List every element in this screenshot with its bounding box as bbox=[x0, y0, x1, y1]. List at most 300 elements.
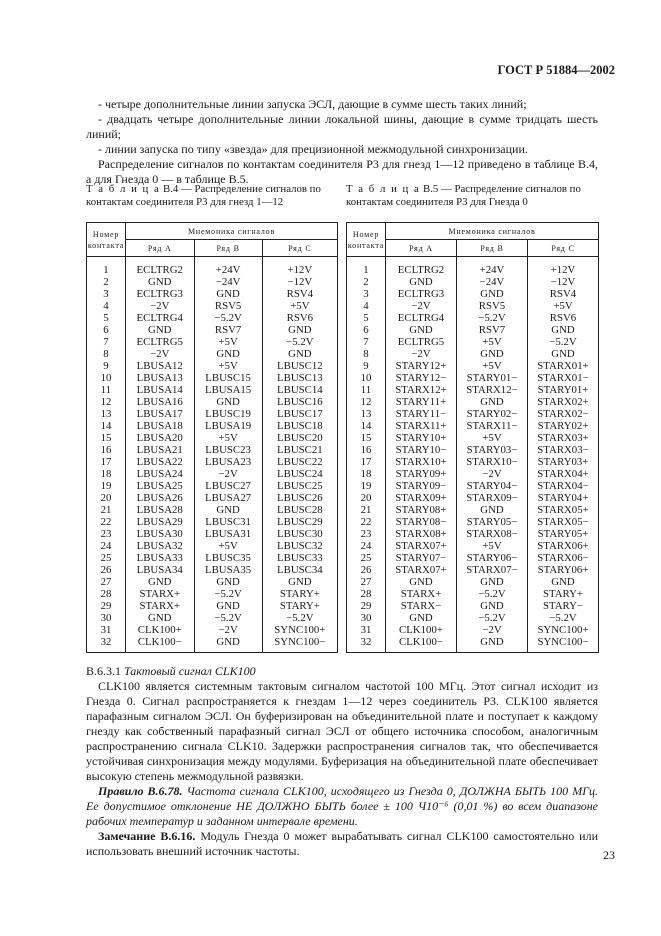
cell-row-c: LBUSC30 bbox=[262, 528, 337, 540]
cell-row-b: LBUSA23 bbox=[194, 456, 262, 468]
cell-row-a: STARX07+ bbox=[386, 564, 457, 576]
table-spacer-row bbox=[347, 257, 599, 265]
cell-row-b: −5.2V bbox=[194, 588, 262, 600]
cell-contact-number: 29 bbox=[87, 600, 126, 612]
table-row bbox=[87, 456, 338, 468]
cell-contact-number: 18 bbox=[347, 468, 386, 480]
cell-row-a: GND bbox=[386, 324, 457, 336]
table-row bbox=[87, 564, 338, 576]
cell-row-b: STARX12− bbox=[457, 384, 528, 396]
rule-label: Правило В.6.78. bbox=[98, 784, 183, 798]
section-title: Тактовый сигнал CLK100 bbox=[124, 664, 256, 678]
cell-row-b: +5V bbox=[194, 432, 262, 444]
cell-row-a: ECLTRG2 bbox=[386, 264, 457, 276]
cell-row-b: +5V bbox=[457, 432, 528, 444]
cell-row-b: STARX07− bbox=[457, 564, 528, 576]
cell-row-a: STARY08− bbox=[386, 516, 457, 528]
cell-row-c: LBUSC18 bbox=[262, 420, 337, 432]
cell-row-c: −12V bbox=[528, 276, 599, 288]
cell-row-b: GND bbox=[457, 348, 528, 360]
cell-contact-number: 6 bbox=[347, 324, 386, 336]
cell-contact-number: 2 bbox=[87, 276, 126, 288]
cell-contact-number: 26 bbox=[87, 564, 126, 576]
header-row-a: Ряд А bbox=[126, 240, 195, 257]
cell-contact-number: 17 bbox=[347, 456, 386, 468]
cell-row-b: RSV5 bbox=[194, 300, 262, 312]
cell-row-c: STARY+ bbox=[262, 600, 337, 612]
cell-contact-number: 32 bbox=[87, 636, 126, 653]
cell-row-b: +5V bbox=[194, 360, 262, 372]
cell-contact-number: 32 bbox=[347, 636, 386, 653]
cell-row-c: RSV4 bbox=[262, 288, 337, 300]
cell-row-a: LBUSA26 bbox=[126, 492, 195, 504]
caption-text: В.5 — Распределение сигналов по контактам соединителя Р3 для Гнезда 0 bbox=[346, 183, 581, 208]
cell-row-c: STARX06− bbox=[528, 552, 599, 564]
cell-row-b: +5V bbox=[457, 336, 528, 348]
cell-row-a: −2V bbox=[386, 300, 457, 312]
cell-row-a: LBUSA17 bbox=[126, 408, 195, 420]
table-row bbox=[347, 336, 599, 348]
cell-row-b: RSV7 bbox=[457, 324, 528, 336]
header-contact-number: Номер контакта bbox=[347, 223, 386, 257]
cell-row-c: −5.2V bbox=[528, 612, 599, 624]
cell-row-b: +24V bbox=[194, 264, 262, 276]
cell-row-a: GND bbox=[126, 324, 195, 336]
cell-row-c: LBUSC28 bbox=[262, 504, 337, 516]
cell-contact-number: 27 bbox=[87, 576, 126, 588]
table-row bbox=[87, 372, 338, 384]
cell-row-c: STARX03− bbox=[528, 444, 599, 456]
section-body bbox=[86, 664, 598, 859]
header-row-b: Ряд В bbox=[457, 240, 528, 257]
cell-row-b: GND bbox=[457, 636, 528, 653]
intro-line: - линии запуска по типу «звезда» для прецизионной межмодульной синхронизации. bbox=[98, 142, 528, 156]
table-row bbox=[347, 348, 599, 360]
cell-row-b: LBUSA27 bbox=[194, 492, 262, 504]
cell-row-b: LBUSC23 bbox=[194, 444, 262, 456]
cell-contact-number: 22 bbox=[87, 516, 126, 528]
cell-row-c: STARX01+ bbox=[528, 360, 599, 372]
cell-row-c: GND bbox=[528, 348, 599, 360]
cell-row-b: STARY03− bbox=[457, 444, 528, 456]
table-row bbox=[347, 600, 599, 612]
cell-contact-number: 18 bbox=[87, 468, 126, 480]
table-row bbox=[87, 528, 338, 540]
table-row bbox=[347, 468, 599, 480]
cell-contact-number: 4 bbox=[347, 300, 386, 312]
intro-line: - двадцать четыре дополнительные линии локальной шины, дающие в сумме тридцать шесть линий; bbox=[86, 112, 598, 141]
caption-label: Т а б л и ц а bbox=[346, 183, 421, 195]
table-row bbox=[87, 636, 338, 653]
cell-row-c: STARX02− bbox=[528, 408, 599, 420]
table-spacer-cell bbox=[194, 257, 262, 265]
cell-row-c: STARX05+ bbox=[528, 504, 599, 516]
cell-contact-number: 12 bbox=[347, 396, 386, 408]
table-row bbox=[87, 384, 338, 396]
cell-contact-number: 3 bbox=[87, 288, 126, 300]
cell-row-a: −2V bbox=[126, 348, 195, 360]
table-spacer-row bbox=[87, 257, 338, 265]
cell-row-b: STARY04− bbox=[457, 480, 528, 492]
cell-row-a: STARY07− bbox=[386, 552, 457, 564]
table-row bbox=[87, 552, 338, 564]
table-row bbox=[347, 612, 599, 624]
cell-row-a: GND bbox=[386, 276, 457, 288]
cell-row-b: GND bbox=[457, 576, 528, 588]
cell-contact-number: 14 bbox=[87, 420, 126, 432]
cell-row-c: LBUSC25 bbox=[262, 480, 337, 492]
table-row bbox=[87, 612, 338, 624]
cell-row-c: STARX02+ bbox=[528, 396, 599, 408]
table-row bbox=[347, 480, 599, 492]
cell-row-a: LBUSA28 bbox=[126, 504, 195, 516]
cell-contact-number: 28 bbox=[87, 588, 126, 600]
cell-row-a: STARY10− bbox=[386, 444, 457, 456]
cell-row-c: SYNC100− bbox=[528, 636, 599, 653]
cell-row-c: LBUSC26 bbox=[262, 492, 337, 504]
cell-row-a: ECLTRG2 bbox=[126, 264, 195, 276]
cell-contact-number: 31 bbox=[87, 624, 126, 636]
cell-row-b: −2V bbox=[457, 624, 528, 636]
cell-row-c: +5V bbox=[262, 300, 337, 312]
table-b4 bbox=[86, 222, 338, 653]
cell-row-c: −12V bbox=[262, 276, 337, 288]
table-row bbox=[347, 312, 599, 324]
cell-row-c: RSV4 bbox=[528, 288, 599, 300]
table-b5 bbox=[346, 222, 599, 653]
cell-row-a: CLK100− bbox=[126, 636, 195, 653]
table-row bbox=[87, 504, 338, 516]
cell-row-c: STARY+ bbox=[262, 588, 337, 600]
cell-row-a: LBUSA25 bbox=[126, 480, 195, 492]
cell-row-a: LBUSA32 bbox=[126, 540, 195, 552]
cell-contact-number: 13 bbox=[347, 408, 386, 420]
cell-row-a: CLK100− bbox=[386, 636, 457, 653]
cell-row-a: LBUSA16 bbox=[126, 396, 195, 408]
table-row bbox=[347, 564, 599, 576]
page-number: 23 bbox=[603, 848, 615, 862]
cell-row-b: STARY02− bbox=[457, 408, 528, 420]
table-spacer-cell bbox=[528, 257, 599, 265]
cell-row-c: LBUSC13 bbox=[262, 372, 337, 384]
cell-contact-number: 30 bbox=[87, 612, 126, 624]
header-row-c: Ряд С bbox=[528, 240, 599, 257]
cell-contact-number: 25 bbox=[347, 552, 386, 564]
cell-row-a: STARY11+ bbox=[386, 396, 457, 408]
table-row bbox=[347, 540, 599, 552]
cell-contact-number: 31 bbox=[347, 624, 386, 636]
cell-row-c: STARX01− bbox=[528, 372, 599, 384]
cell-row-b: LBUSC31 bbox=[194, 516, 262, 528]
cell-row-c: GND bbox=[528, 576, 599, 588]
table-row bbox=[87, 432, 338, 444]
cell-row-b: GND bbox=[457, 288, 528, 300]
table-row bbox=[347, 384, 599, 396]
cell-row-b: LBUSA19 bbox=[194, 420, 262, 432]
table-spacer-cell bbox=[347, 257, 386, 265]
cell-row-a: STARX12+ bbox=[386, 384, 457, 396]
cell-row-b: STARX09− bbox=[457, 492, 528, 504]
cell-row-a: ECLTRG3 bbox=[126, 288, 195, 300]
cell-row-a: LBUSA18 bbox=[126, 420, 195, 432]
cell-row-c: STARY06+ bbox=[528, 564, 599, 576]
table-row bbox=[347, 432, 599, 444]
cell-row-c: GND bbox=[262, 576, 337, 588]
cell-contact-number: 21 bbox=[87, 504, 126, 516]
table-row bbox=[347, 624, 599, 636]
table-row bbox=[87, 396, 338, 408]
cell-contact-number: 5 bbox=[87, 312, 126, 324]
cell-row-a: STARX+ bbox=[126, 600, 195, 612]
cell-row-c: LBUSC29 bbox=[262, 516, 337, 528]
cell-row-a: GND bbox=[386, 576, 457, 588]
cell-contact-number: 24 bbox=[87, 540, 126, 552]
cell-row-a: STARY12+ bbox=[386, 360, 457, 372]
cell-row-a: CLK100+ bbox=[126, 624, 195, 636]
cell-row-a: ECLTRG3 bbox=[386, 288, 457, 300]
table-row bbox=[87, 480, 338, 492]
cell-row-b: GND bbox=[194, 288, 262, 300]
cell-contact-number: 28 bbox=[347, 588, 386, 600]
table-row bbox=[347, 276, 599, 288]
table-row bbox=[347, 456, 599, 468]
cell-contact-number: 22 bbox=[347, 516, 386, 528]
cell-contact-number: 16 bbox=[347, 444, 386, 456]
table-row bbox=[87, 444, 338, 456]
cell-row-b: −24V bbox=[457, 276, 528, 288]
table-row bbox=[347, 360, 599, 372]
table-spacer-cell bbox=[457, 257, 528, 265]
table-row bbox=[347, 324, 599, 336]
cell-row-a: LBUSA20 bbox=[126, 432, 195, 444]
cell-contact-number: 17 bbox=[87, 456, 126, 468]
header-contact-number: Номер контакта bbox=[87, 223, 126, 257]
cell-row-c: STARY+ bbox=[528, 588, 599, 600]
cell-row-b: LBUSA35 bbox=[194, 564, 262, 576]
table-row bbox=[347, 552, 599, 564]
cell-row-b: −5.2V bbox=[194, 312, 262, 324]
cell-row-a: GND bbox=[126, 276, 195, 288]
cell-row-a: ECLTRG5 bbox=[386, 336, 457, 348]
cell-row-b: GND bbox=[457, 504, 528, 516]
table-row bbox=[87, 492, 338, 504]
cell-row-b: LBUSA15 bbox=[194, 384, 262, 396]
cell-row-a: GND bbox=[126, 612, 195, 624]
table-row bbox=[87, 312, 338, 324]
cell-row-c: LBUSC33 bbox=[262, 552, 337, 564]
cell-row-a: LBUSA12 bbox=[126, 360, 195, 372]
cell-row-a: LBUSA13 bbox=[126, 372, 195, 384]
cell-contact-number: 2 bbox=[347, 276, 386, 288]
table-row bbox=[347, 492, 599, 504]
table-row bbox=[347, 504, 599, 516]
cell-contact-number: 7 bbox=[347, 336, 386, 348]
table-b4-caption bbox=[86, 183, 338, 209]
header-signal-group: Мнемоника сигналов bbox=[126, 223, 338, 240]
table-row bbox=[87, 360, 338, 372]
cell-row-b: −2V bbox=[457, 468, 528, 480]
cell-row-c: −5.2V bbox=[262, 336, 337, 348]
cell-row-a: LBUSA14 bbox=[126, 384, 195, 396]
cell-row-c: STARY03+ bbox=[528, 456, 599, 468]
table-spacer-cell bbox=[126, 257, 195, 265]
table-row bbox=[87, 264, 338, 276]
header-row-a: Ряд А bbox=[386, 240, 457, 257]
table-row bbox=[87, 336, 338, 348]
cell-row-b: −5.2V bbox=[457, 588, 528, 600]
cell-row-b: −2V bbox=[194, 624, 262, 636]
cell-row-c: +12V bbox=[262, 264, 337, 276]
cell-row-b: GND bbox=[194, 636, 262, 653]
cell-row-b: −2V bbox=[194, 468, 262, 480]
table-spacer-cell bbox=[87, 257, 126, 265]
cell-row-a: STARX+ bbox=[126, 588, 195, 600]
cell-row-c: LBUSC34 bbox=[262, 564, 337, 576]
cell-row-b: −5.2V bbox=[194, 612, 262, 624]
table-row bbox=[87, 468, 338, 480]
cell-contact-number: 8 bbox=[87, 348, 126, 360]
cell-row-b: +24V bbox=[457, 264, 528, 276]
cell-row-c: +12V bbox=[528, 264, 599, 276]
cell-row-c: STARX04− bbox=[528, 480, 599, 492]
cell-row-c: STARY− bbox=[528, 600, 599, 612]
cell-contact-number: 14 bbox=[347, 420, 386, 432]
cell-contact-number: 16 bbox=[87, 444, 126, 456]
cell-row-b: −5.2V bbox=[457, 612, 528, 624]
cell-row-a: STARY11− bbox=[386, 408, 457, 420]
section-number: В.6.3.1 bbox=[86, 664, 122, 678]
table-row bbox=[347, 288, 599, 300]
table-row bbox=[347, 444, 599, 456]
cell-row-b: LBUSA31 bbox=[194, 528, 262, 540]
cell-row-a: ECLTRG4 bbox=[386, 312, 457, 324]
cell-contact-number: 20 bbox=[347, 492, 386, 504]
table-row bbox=[87, 420, 338, 432]
cell-contact-number: 12 bbox=[87, 396, 126, 408]
table-row bbox=[87, 624, 338, 636]
cell-row-a: LBUSA24 bbox=[126, 468, 195, 480]
cell-row-c: STARY05+ bbox=[528, 528, 599, 540]
cell-row-c: GND bbox=[262, 348, 337, 360]
cell-row-c: LBUSC17 bbox=[262, 408, 337, 420]
cell-row-a: STARX11+ bbox=[386, 420, 457, 432]
intro-line: Распределение сигналов по контактам соединителя Р3 для гнезд 1—12 приведено в таблице В.4, а для Гнезда 0 — в таблице В.5. bbox=[86, 157, 598, 186]
cell-row-c: STARX06+ bbox=[528, 540, 599, 552]
cell-row-c: −5.2V bbox=[528, 336, 599, 348]
note-label: Замечание В.6.16. bbox=[98, 829, 196, 843]
cell-contact-number: 5 bbox=[347, 312, 386, 324]
cell-row-a: −2V bbox=[126, 300, 195, 312]
cell-contact-number: 11 bbox=[347, 384, 386, 396]
table-row bbox=[347, 408, 599, 420]
table-row bbox=[87, 600, 338, 612]
cell-row-b: GND bbox=[194, 576, 262, 588]
table-row bbox=[87, 288, 338, 300]
cell-row-a: −2V bbox=[386, 348, 457, 360]
cell-row-b: STARX10− bbox=[457, 456, 528, 468]
cell-row-b: +5V bbox=[194, 540, 262, 552]
cell-row-b: GND bbox=[194, 396, 262, 408]
intro-text bbox=[86, 97, 598, 187]
table-row bbox=[347, 528, 599, 540]
cell-row-a: STARY09+ bbox=[386, 468, 457, 480]
cell-row-b: RSV5 bbox=[457, 300, 528, 312]
cell-contact-number: 23 bbox=[87, 528, 126, 540]
note-paragraph bbox=[86, 829, 598, 859]
cell-row-c: +5V bbox=[528, 300, 599, 312]
table-row bbox=[87, 276, 338, 288]
table-row bbox=[87, 540, 338, 552]
cell-contact-number: 20 bbox=[87, 492, 126, 504]
cell-contact-number: 4 bbox=[87, 300, 126, 312]
note-text: Модуль Гнезда 0 может вырабатывать сигнал CLK100 самостоятельно или использовать внешний источник частоты. bbox=[86, 829, 598, 858]
cell-contact-number: 21 bbox=[347, 504, 386, 516]
table-row bbox=[87, 516, 338, 528]
cell-row-b: STARY01− bbox=[457, 372, 528, 384]
cell-row-a: LBUSA22 bbox=[126, 456, 195, 468]
cell-contact-number: 19 bbox=[87, 480, 126, 492]
cell-row-c: LBUSC20 bbox=[262, 432, 337, 444]
cell-row-b: +5V bbox=[457, 360, 528, 372]
cell-row-b: −5.2V bbox=[457, 312, 528, 324]
cell-row-a: STARX− bbox=[386, 600, 457, 612]
cell-contact-number: 11 bbox=[87, 384, 126, 396]
cell-contact-number: 29 bbox=[347, 600, 386, 612]
cell-row-c: STARY01+ bbox=[528, 384, 599, 396]
cell-row-a: STARX+ bbox=[386, 588, 457, 600]
cell-row-c: STARX03+ bbox=[528, 432, 599, 444]
cell-contact-number: 25 bbox=[87, 552, 126, 564]
cell-row-c: STARY04+ bbox=[528, 492, 599, 504]
cell-row-a: LBUSA34 bbox=[126, 564, 195, 576]
table-row bbox=[87, 324, 338, 336]
cell-row-c: LBUSC12 bbox=[262, 360, 337, 372]
cell-row-a: STARY12− bbox=[386, 372, 457, 384]
cell-row-b: STARX08− bbox=[457, 528, 528, 540]
cell-contact-number: 8 bbox=[347, 348, 386, 360]
table-row bbox=[347, 636, 599, 653]
cell-row-c: RSV6 bbox=[528, 312, 599, 324]
cell-row-c: LBUSC24 bbox=[262, 468, 337, 480]
cell-row-a: STARX09+ bbox=[386, 492, 457, 504]
header-signal-group: Мнемоника сигналов bbox=[386, 223, 599, 240]
cell-row-b: LBUSC15 bbox=[194, 372, 262, 384]
table-row bbox=[347, 516, 599, 528]
cell-row-b: GND bbox=[194, 348, 262, 360]
cell-row-a: ECLTRG5 bbox=[126, 336, 195, 348]
cell-contact-number: 26 bbox=[347, 564, 386, 576]
table-spacer-cell bbox=[386, 257, 457, 265]
table-row bbox=[87, 576, 338, 588]
cell-row-c: SYNC100− bbox=[262, 636, 337, 653]
cell-row-c: LBUSC32 bbox=[262, 540, 337, 552]
cell-row-a: LBUSA21 bbox=[126, 444, 195, 456]
table-row bbox=[87, 300, 338, 312]
table-row bbox=[347, 264, 599, 276]
caption-label: Т а б л и ц а bbox=[86, 183, 161, 195]
cell-row-b: STARX11− bbox=[457, 420, 528, 432]
cell-contact-number: 10 bbox=[347, 372, 386, 384]
cell-contact-number: 13 bbox=[87, 408, 126, 420]
cell-contact-number: 23 bbox=[347, 528, 386, 540]
cell-row-a: LBUSA29 bbox=[126, 516, 195, 528]
cell-contact-number: 1 bbox=[87, 264, 126, 276]
cell-row-c: LBUSC21 bbox=[262, 444, 337, 456]
cell-row-a: STARX08+ bbox=[386, 528, 457, 540]
rule-paragraph bbox=[86, 784, 598, 829]
table-spacer-cell bbox=[262, 257, 337, 265]
cell-row-a: STARY09− bbox=[386, 480, 457, 492]
